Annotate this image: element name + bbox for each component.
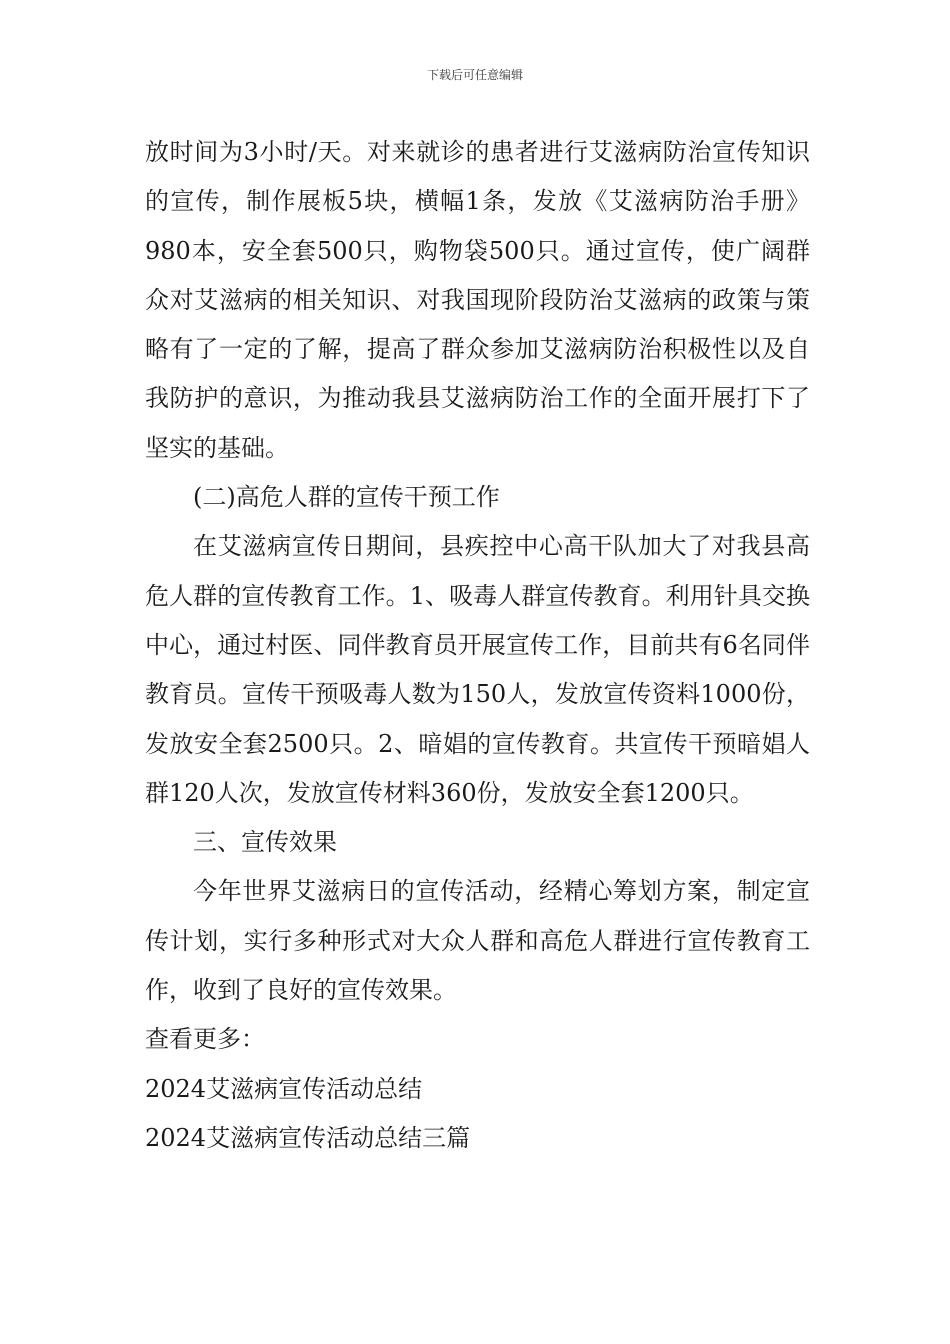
page-header: 下载后可任意编辑 <box>426 68 523 82</box>
section-heading-high-risk: (二)高危人群的宣传干预工作 <box>193 483 500 512</box>
document-body <box>145 128 810 1163</box>
paragraph-high-risk-intervention: 在艾滋病宣传日期间，县疾控中心高干队加大了对我县高危人群的宣传教育工作。1、吸毒人群宣传教育。利用针具交换中心，通过村医、同伴教育员开展宣传工作，目前共有6名同伴教育员。宣传干预吸毒人数为150人，发放宣传资料1000份，发放安全套2500只。2、暗娼的宣传教育。共宣传干预暗娼人群120人次，发放宣传材料360份，发放安全套1200只。 <box>145 532 810 807</box>
paragraph-effects: 今年世界艾滋病日的宣传活动，经精心筹划方案，制定宣传计划，实行多种形式对大众人群和高危人群进行宣传教育工作，收到了良好的宣传效果。 <box>145 877 810 1005</box>
related-link-summary[interactable]: 2024艾滋病宣传活动总结 <box>145 1074 423 1103</box>
paragraph-outreach-summary: 放时间为3小时/天。对来就诊的患者进行艾滋病防治宣传知识的宣传，制作展板5块，横幅1条，发放《艾滋病防治手册》980本，安全套500只，购物袋500只。通过宣传，使广阔群众对艾滋病的相关知识、对我国现阶段防治艾滋病的政策与策略有了一定的了解，提高了群众参加艾滋病防治积极性以及自我防护的意识，为推动我县艾滋病防治工作的全面开展打下了坚实的基础。 <box>145 138 810 462</box>
related-link-summary-three[interactable]: 2024艾滋病宣传活动总结三篇 <box>145 1123 471 1152</box>
see-more-label: 查看更多： <box>145 1025 265 1054</box>
section-heading-effects: 三、宣传效果 <box>193 828 337 857</box>
